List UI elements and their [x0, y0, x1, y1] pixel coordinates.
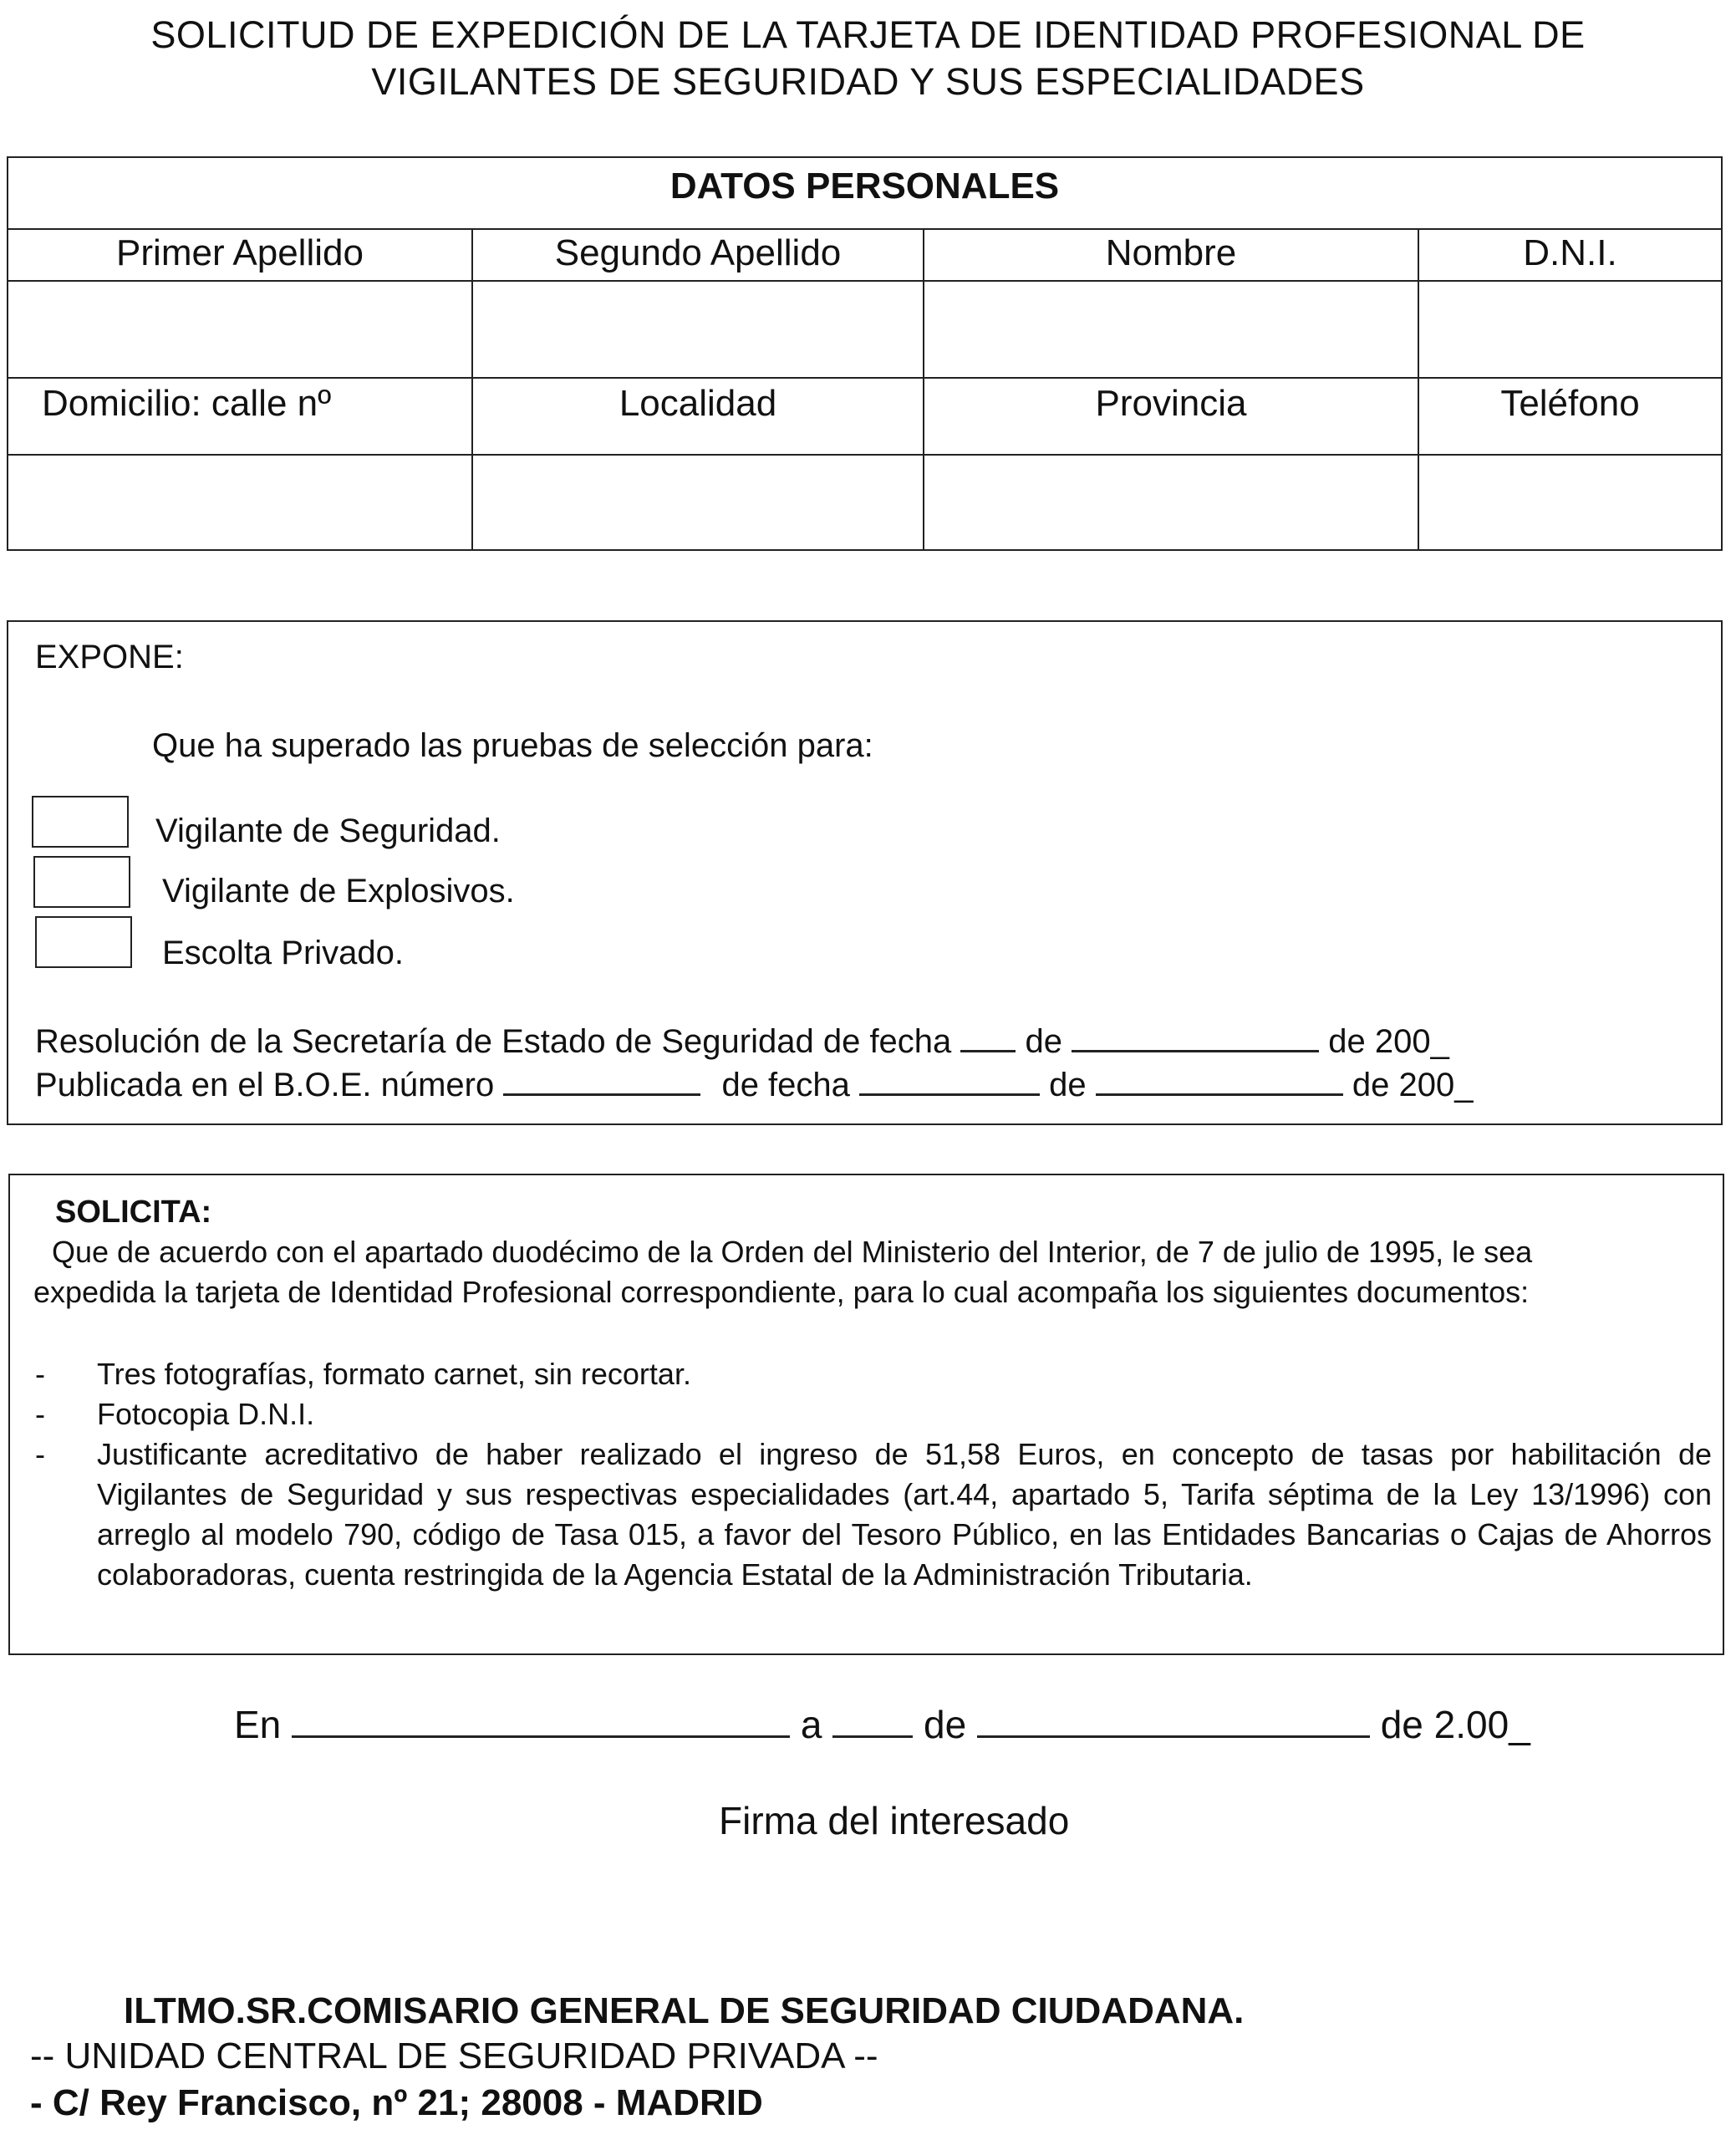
domicilio-field[interactable] — [8, 454, 473, 549]
option-vigilante-explosivos: Vigilante de Explosivos. — [162, 873, 515, 909]
form-title — [0, 12, 1736, 105]
place-en: En — [234, 1703, 282, 1746]
recipient-address: - C/ Rey Francisco, nº 21; 28008 - MADRID — [30, 2082, 763, 2123]
boe-number-blank[interactable] — [503, 1063, 700, 1096]
publicada-de-fecha: de fecha — [721, 1067, 850, 1103]
publicada-line — [35, 1063, 1474, 1105]
telefono-field[interactable] — [1419, 454, 1721, 549]
header-provincia: Provincia — [924, 377, 1419, 454]
bullet-1: - — [35, 1357, 45, 1391]
checkbox-vigilante-seguridad[interactable] — [32, 796, 129, 848]
bullet-3: - — [35, 1437, 45, 1471]
header-localidad: Localidad — [473, 377, 924, 454]
localidad-field[interactable] — [473, 454, 924, 549]
boe-date-blank[interactable] — [859, 1063, 1040, 1096]
primer-apellido-field[interactable] — [8, 280, 473, 377]
resolucion-text: Resolución de la Secretaría de Estado de Seguridad de fecha — [35, 1023, 952, 1060]
option-escolta-privado: Escolta Privado. — [162, 935, 405, 971]
day-blank[interactable] — [832, 1700, 913, 1738]
place-a: a — [800, 1703, 822, 1746]
personal-data-table — [7, 156, 1723, 551]
header-dni: D.N.I. — [1523, 232, 1617, 273]
signature-label: Firma del interesado — [719, 1799, 1070, 1842]
resolucion-line — [35, 1020, 1449, 1062]
provincia-field[interactable] — [924, 454, 1419, 549]
header-domicilio: Domicilio: calle nº — [8, 377, 473, 454]
checkbox-escolta-privado[interactable] — [35, 916, 132, 968]
personal-header-row-1 — [8, 230, 1721, 282]
place-blank[interactable] — [292, 1700, 790, 1738]
expone-label: EXPONE: — [35, 639, 184, 675]
boe-month-blank[interactable] — [1096, 1063, 1343, 1096]
personal-header-row-2 — [8, 377, 1721, 456]
solicita-label: SOLICITA: — [55, 1195, 212, 1230]
option-vigilante-seguridad: Vigilante de Seguridad. — [155, 813, 501, 849]
solicita-section — [8, 1174, 1724, 1655]
header-segundo-apellido: Segundo Apellido — [473, 230, 924, 280]
publicada-de: de — [1049, 1067, 1087, 1103]
document-item-1: Tres fotografías, formato carnet, sin recortar. — [97, 1357, 691, 1391]
document-item-2: Fotocopia D.N.I. — [97, 1397, 315, 1431]
header-telefono: Teléfono — [1500, 383, 1640, 424]
place-date-line — [234, 1700, 1530, 1748]
expone-section — [7, 620, 1723, 1125]
personal-input-row-2 — [8, 454, 1721, 549]
recipient-title: ILTMO.SR.COMISARIO GENERAL DE SEGURIDAD CIUDADANA. — [124, 1990, 1245, 2031]
personal-data-heading: DATOS PERSONALES — [8, 158, 1721, 230]
place-year: de 2.00_ — [1380, 1703, 1530, 1746]
recipient-unit: -- UNIDAD CENTRAL DE SEGURIDAD PRIVADA -- — [30, 2035, 878, 2076]
publicada-year: de 200_ — [1352, 1067, 1474, 1103]
header-primer-apellido: Primer Apellido — [8, 230, 473, 280]
solicita-para-line-2: expedida la tarjeta de Identidad Profesional correspondiente, para lo cual acompaña los siguientes documentos: — [33, 1275, 1530, 1309]
place-de: de — [923, 1703, 967, 1746]
month-blank[interactable] — [977, 1700, 1370, 1738]
publicada-text: Publicada en el B.O.E. número — [35, 1067, 495, 1103]
personal-input-row-1 — [8, 280, 1721, 379]
bullet-2: - — [35, 1397, 45, 1431]
header-nombre: Nombre — [924, 230, 1419, 280]
dni-field[interactable] — [1419, 280, 1721, 377]
resolucion-month-blank[interactable] — [1072, 1020, 1319, 1052]
checkbox-vigilante-explosivos[interactable] — [33, 856, 130, 908]
document-item-3: Justificante acreditativo de haber realizado el ingreso de 51,58 Euros, en concepto de tasas por habilitación de Vigilantes de Seguridad y sus respectivas especialidades (art.44, apartado 5, Tarifa séptima de la Ley 13/1996) con arreglo al modelo 790, código de Tasa 015, a favor del Tesoro Público, en las Entidades Bancarias o Cajas de Ahorros colaboradoras, cuenta restringida de la Agencia Estatal de la Administración Tributaria. — [97, 1437, 1712, 1592]
form-title-line-1: SOLICITUD DE EXPEDICIÓN DE LA TARJETA DE IDENTIDAD PROFESIONAL DE — [150, 13, 1586, 56]
nombre-field[interactable] — [924, 280, 1419, 377]
resolucion-day-blank[interactable] — [960, 1020, 1016, 1052]
solicita-para-line-1: Que de acuerdo con el apartado duodécimo de la Orden del Ministerio del Interior, de 7 de julio de 1995, le sea — [52, 1235, 1533, 1269]
form-title-line-2: VIGILANTES DE SEGURIDAD Y SUS ESPECIALIDADES — [371, 60, 1365, 103]
resolucion-year: de 200_ — [1328, 1023, 1449, 1060]
expone-intro: Que ha superado las pruebas de selección para: — [152, 727, 873, 764]
segundo-apellido-field[interactable] — [473, 280, 924, 377]
resolucion-de-1: de — [1025, 1023, 1063, 1060]
